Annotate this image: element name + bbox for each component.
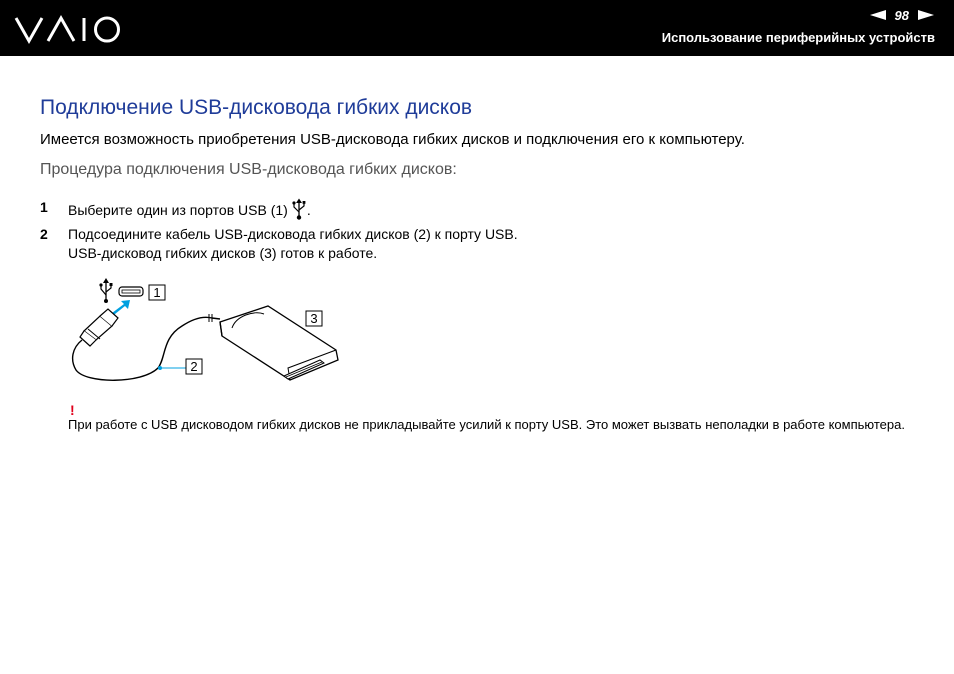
page-title: Подключение USB-дисковода гибких дисков (40, 96, 473, 119)
next-page-icon[interactable] (918, 10, 934, 20)
svg-text:1: 1 (153, 285, 161, 300)
procedure-heading: Процедура подключения USB-дисковода гибких дисков: (40, 161, 457, 178)
usb-icon (99, 278, 112, 303)
header-bar (0, 0, 954, 56)
callout-1 (149, 285, 165, 300)
usb-icon (292, 198, 306, 220)
callout-2 (186, 359, 202, 374)
usb-plug (80, 309, 118, 346)
warning-note: При работе с USB дисководом гибких дисков не прикладывайте усилий к порту USB. Это может вызвать неполадки в работе компьютера. (68, 417, 905, 432)
section-title: Использование периферийных устройств (661, 30, 935, 45)
callout-3 (306, 311, 322, 326)
svg-text:3: 3 (310, 311, 318, 326)
usb-floppy-diagram (70, 276, 355, 396)
intro-text: Имеется возможность приобретения USB-дисковода гибких дисков и подключения его к компьютеру. (40, 131, 745, 148)
step-text: Выберите один из портов USB (1) . (68, 198, 311, 220)
page-number: 98 (894, 7, 909, 23)
step-text-line2: USB-дисковод гибких дисков (3) готов к работе. (68, 245, 378, 261)
step-text: Подсоедините кабель USB-дисковода гибких дисков (2) к порту USB. (68, 226, 518, 242)
warning-mark: ! (70, 402, 75, 418)
page-navigation (870, 6, 934, 24)
prev-page-icon[interactable] (870, 10, 886, 20)
svg-text:2: 2 (190, 359, 198, 374)
step-number: 1 (40, 199, 48, 215)
step-number: 2 (40, 226, 48, 242)
vaio-logo (14, 12, 124, 46)
